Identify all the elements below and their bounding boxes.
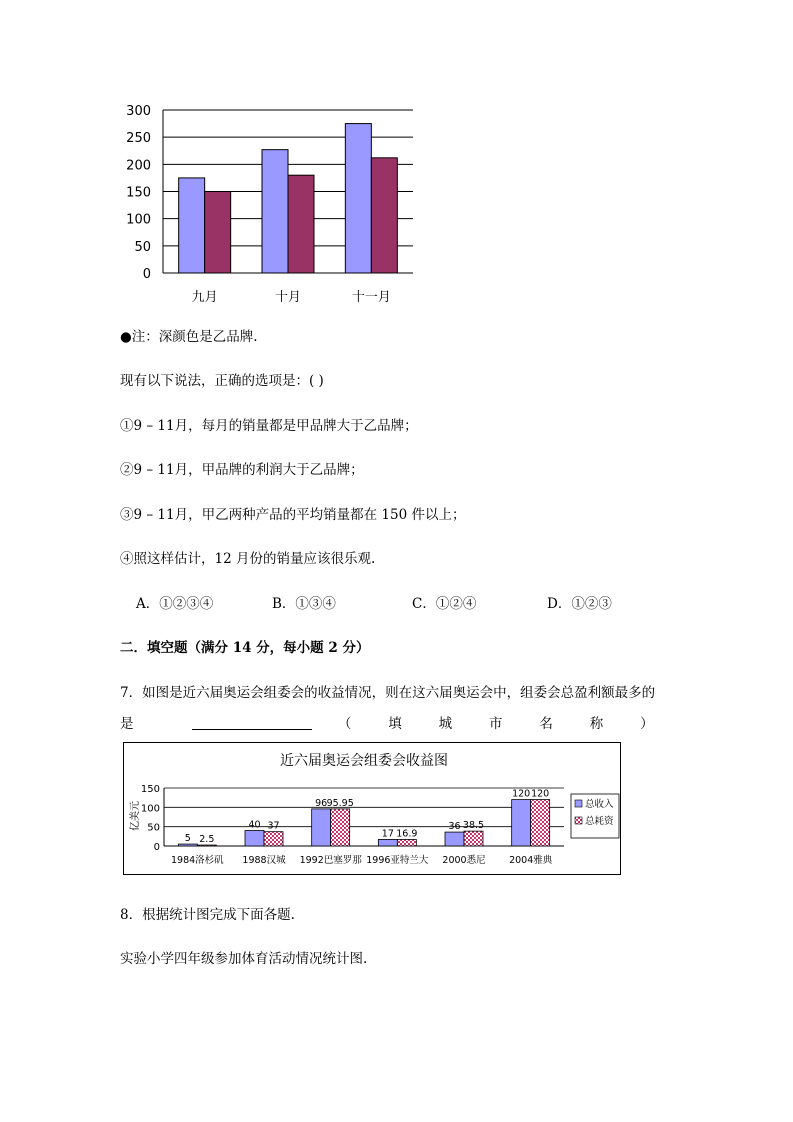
bar-yi <box>288 175 314 273</box>
data-label: 37 <box>267 820 280 832</box>
option-b: B．①③④ <box>272 596 336 612</box>
y-tick-label: 100 <box>126 212 151 228</box>
bar-revenue <box>378 839 397 846</box>
x-tick-label: 1988汉城 <box>242 855 286 866</box>
q7-word: 填 <box>388 716 402 732</box>
bar-cost <box>197 845 216 846</box>
x-tick-label: 2004雅典 <box>509 855 553 866</box>
bar-yi <box>371 158 397 273</box>
y-tick-label: 200 <box>126 158 151 174</box>
legend-label: 总耗资 <box>585 816 614 827</box>
option-a: A．①②③④ <box>136 596 214 612</box>
x-tick-label: 十月 <box>274 290 302 305</box>
y-tick-label: 150 <box>140 784 160 795</box>
statement-4: ④照这样估计，12 月份的销量应该很乐观. <box>120 551 376 567</box>
q8-line2: 实验小学四年级参加体育活动情况统计图. <box>120 951 368 967</box>
y-tick-label: 250 <box>126 131 151 147</box>
y-tick-label: 300 <box>126 104 151 119</box>
y-tick-label: 100 <box>140 803 160 815</box>
bar-revenue <box>512 800 531 846</box>
q7-word: 市 <box>489 716 503 732</box>
bar-revenue <box>445 832 464 846</box>
bar-cost <box>331 809 350 846</box>
bar-jia <box>345 124 371 273</box>
olympic-chart-frame <box>123 742 621 875</box>
y-tick-label: 0 <box>142 267 151 282</box>
statement-3: ③9 – 11月，甲乙两种产品的平均销量都在 150 件以上； <box>120 507 466 523</box>
bar-revenue <box>178 844 197 846</box>
bar-jia <box>262 150 288 273</box>
y-tick-label: 50 <box>147 822 160 834</box>
q7-line2 <box>120 712 672 732</box>
data-label: 16.9 <box>396 828 418 840</box>
q7-word: （ <box>337 716 352 732</box>
q7-word: 城 <box>438 716 453 732</box>
bar-cost <box>531 800 550 846</box>
x-tick-label: 十一月 <box>351 290 391 305</box>
data-label: 5 <box>184 833 191 845</box>
q8-line1: 8．根据统计图完成下面各题. <box>120 907 295 923</box>
statement-2: ②9 – 11月，甲品牌的利润大于乙品牌； <box>120 462 364 478</box>
q7-line1: 7．如图是近六届奥运会组委会的收益情况，则在这六届奥运会中，组委会总盈利额最多的 <box>120 685 656 701</box>
olympic-revenue-chart <box>124 743 620 874</box>
chart-title: 近六届奥运会组委会收益图 <box>280 753 448 769</box>
question-stem: 现有以下说法，正确的选项是：( ) <box>120 373 324 389</box>
legend-label: 总收入 <box>585 799 614 810</box>
y-axis-label: 亿美元 <box>130 801 141 831</box>
q7-word: 名 <box>539 716 553 732</box>
data-label: 120 <box>512 788 531 800</box>
x-tick-label: 2000悉尼 <box>442 855 486 866</box>
y-tick-label: 0 <box>153 842 160 853</box>
bar-cost <box>397 839 416 846</box>
y-tick-label: 50 <box>134 239 151 255</box>
data-label: 2.5 <box>199 834 215 846</box>
q7-word: 称 <box>589 716 604 732</box>
bar-jia <box>179 178 205 273</box>
chart-note: ●注：深颜色是乙品牌. <box>120 329 258 345</box>
data-label: 40 <box>248 819 261 831</box>
option-c: C．①②④ <box>412 596 477 612</box>
q7-word: ） <box>640 716 654 732</box>
x-tick-label: 1996亚特兰大 <box>366 855 429 866</box>
data-label: 120 <box>531 788 550 800</box>
data-label: 95.95 <box>326 797 354 809</box>
sales-bar-chart <box>110 95 430 310</box>
q7-line2-start: 是 <box>120 716 134 732</box>
option-d: D．①②③ <box>547 596 612 612</box>
bar-cost <box>464 831 483 846</box>
legend-swatch <box>575 817 582 824</box>
x-tick-label: 1984洛杉矶 <box>170 855 224 866</box>
answer-blank[interactable] <box>192 715 312 730</box>
statement-1: ①9 – 11月，每月的销量都是甲品牌大于乙品牌； <box>120 418 418 434</box>
bar-revenue <box>245 831 264 846</box>
data-label: 38.5 <box>462 820 485 832</box>
bar-cost <box>264 832 283 846</box>
x-tick-label: 1992巴塞罗那 <box>299 855 362 866</box>
data-label: 96 <box>315 797 328 809</box>
x-tick-label: 九月 <box>191 290 218 305</box>
section-heading: 二．填空题（满分 14 分，每小题 2 分） <box>120 640 370 656</box>
legend-swatch <box>575 800 582 807</box>
data-label: 17 <box>381 828 394 840</box>
bar-revenue <box>312 809 331 846</box>
y-tick-label: 150 <box>126 185 151 201</box>
data-label: 36 <box>448 821 461 833</box>
bar-yi <box>205 192 231 274</box>
